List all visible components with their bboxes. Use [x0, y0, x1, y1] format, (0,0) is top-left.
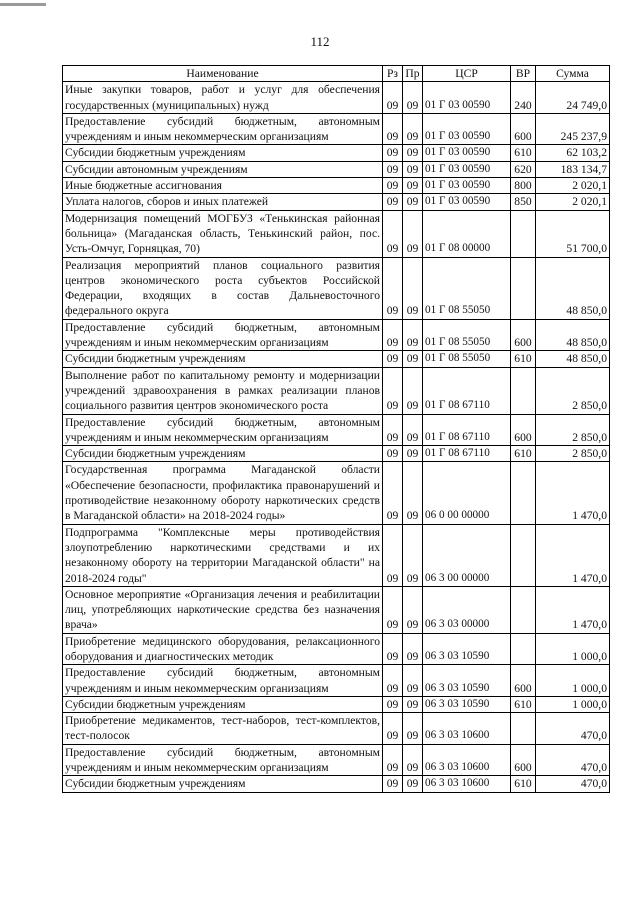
row-vr: 600	[511, 319, 536, 351]
row-csr: 06 3 03 00000	[423, 586, 511, 633]
table-row	[63, 113, 610, 145]
row-csr: 01 Г 08 67110	[423, 446, 511, 462]
row-rz: 09	[383, 524, 403, 586]
row-csr: 01 Г 03 00590	[423, 178, 511, 194]
table-row	[63, 161, 610, 177]
row-csr: 06 3 03 10590	[423, 665, 511, 697]
table-row	[63, 524, 610, 586]
header-csr: ЦСР	[423, 66, 511, 82]
row-rz: 09	[383, 82, 403, 114]
row-name: Субсидии бюджетным учреждениям	[63, 776, 383, 792]
table-row	[63, 194, 610, 210]
row-vr	[511, 633, 536, 665]
table-row	[63, 446, 610, 462]
row-rz: 09	[383, 586, 403, 633]
row-rz: 09	[383, 446, 403, 462]
table-row	[63, 319, 610, 351]
row-name: Субсидии бюджетным учреждениям	[63, 446, 383, 462]
row-rz: 09	[383, 113, 403, 145]
row-name: Реализация мероприятий планов социального развития центров экономического роста субъектов Российской Федерации, входящих в состав Дальневосточного федерального округа	[63, 257, 383, 319]
row-rz: 09	[383, 462, 403, 524]
row-csr: 01 Г 08 55050	[423, 319, 511, 351]
row-csr: 01 Г 08 55050	[423, 351, 511, 367]
row-csr: 01 Г 03 00590	[423, 145, 511, 161]
table-row	[63, 665, 610, 697]
row-pr: 09	[403, 161, 423, 177]
row-sum: 48 850,0	[536, 351, 610, 367]
row-csr: 06 3 03 10600	[423, 713, 511, 745]
row-sum: 470,0	[536, 713, 610, 745]
row-name: Субсидии бюджетным учреждениям	[63, 145, 383, 161]
row-name: Иные бюджетные ассигнования	[63, 178, 383, 194]
row-name: Приобретение медицинского оборудования, релаксационного оборудования и диагностических методик	[63, 633, 383, 665]
row-rz: 09	[383, 257, 403, 319]
row-sum: 1 000,0	[536, 633, 610, 665]
row-vr: 600	[511, 744, 536, 776]
header-vr: ВР	[511, 66, 536, 82]
row-sum: 1 000,0	[536, 696, 610, 712]
table-row	[63, 586, 610, 633]
table-row	[63, 367, 610, 414]
row-rz: 09	[383, 210, 403, 257]
scan-edge-mark	[0, 3, 46, 6]
row-pr: 09	[403, 586, 423, 633]
row-sum: 2 020,1	[536, 178, 610, 194]
row-rz: 09	[383, 178, 403, 194]
row-rz: 09	[383, 713, 403, 745]
table-row	[63, 351, 610, 367]
row-name: Субсидии автономным учреждениям	[63, 161, 383, 177]
table-row	[63, 696, 610, 712]
row-sum: 470,0	[536, 776, 610, 792]
row-vr: 610	[511, 446, 536, 462]
page-number: 112	[310, 34, 330, 49]
row-csr: 01 Г 08 67110	[423, 367, 511, 414]
row-csr: 01 Г 08 00000	[423, 210, 511, 257]
row-pr: 09	[403, 665, 423, 697]
row-csr: 06 3 00 00000	[423, 524, 511, 586]
row-sum: 183 134,7	[536, 161, 610, 177]
row-pr: 09	[403, 319, 423, 351]
row-csr: 01 Г 03 00590	[423, 82, 511, 114]
row-vr: 620	[511, 161, 536, 177]
table-body	[63, 82, 610, 792]
row-rz: 09	[383, 776, 403, 792]
table-row	[63, 82, 610, 114]
row-pr: 09	[403, 194, 423, 210]
row-vr	[511, 462, 536, 524]
header-sum: Сумма	[536, 66, 610, 82]
table-row	[63, 414, 610, 446]
table-row	[63, 178, 610, 194]
row-rz: 09	[383, 161, 403, 177]
row-sum: 24 749,0	[536, 82, 610, 114]
row-vr: 600	[511, 414, 536, 446]
table-row	[63, 776, 610, 792]
table-row	[63, 713, 610, 745]
row-sum: 48 850,0	[536, 257, 610, 319]
row-vr: 240	[511, 82, 536, 114]
row-sum: 245 237,9	[536, 113, 610, 145]
row-name: Предоставление субсидий бюджетным, автономным учреждениям и иным некоммерческим организациям	[63, 744, 383, 776]
row-csr: 01 Г 03 00590	[423, 113, 511, 145]
row-vr: 600	[511, 665, 536, 697]
row-name: Субсидии бюджетным учреждениям	[63, 351, 383, 367]
row-sum: 470,0	[536, 744, 610, 776]
row-csr: 06 3 03 10590	[423, 633, 511, 665]
row-vr: 600	[511, 113, 536, 145]
header-rz: Рз	[383, 66, 403, 82]
table-row	[63, 744, 610, 776]
row-vr	[511, 210, 536, 257]
row-sum: 2 020,1	[536, 194, 610, 210]
header-pr: Пр	[403, 66, 423, 82]
row-pr: 09	[403, 462, 423, 524]
row-rz: 09	[383, 633, 403, 665]
row-pr: 09	[403, 744, 423, 776]
row-sum: 62 103,2	[536, 145, 610, 161]
row-pr: 09	[403, 113, 423, 145]
row-sum: 51 700,0	[536, 210, 610, 257]
row-pr: 09	[403, 257, 423, 319]
row-name: Основное мероприятие «Организация лечения и реабилитации лиц, употребляющих наркотические средства без назначения врача»	[63, 586, 383, 633]
row-csr: 01 Г 03 00590	[423, 194, 511, 210]
row-pr: 09	[403, 145, 423, 161]
row-vr	[511, 713, 536, 745]
table-row	[63, 145, 610, 161]
row-vr	[511, 367, 536, 414]
row-csr: 06 0 00 00000	[423, 462, 511, 524]
row-vr: 610	[511, 696, 536, 712]
row-vr: 610	[511, 776, 536, 792]
row-vr: 610	[511, 145, 536, 161]
row-name: Выполнение работ по капитальному ремонту и модернизации учреждений здравоохранения в рамках реализации планов социального развития центров экономического роста	[63, 367, 383, 414]
row-vr: 610	[511, 351, 536, 367]
row-sum: 2 850,0	[536, 446, 610, 462]
row-sum: 48 850,0	[536, 319, 610, 351]
row-pr: 09	[403, 524, 423, 586]
row-csr: 06 3 03 10600	[423, 744, 511, 776]
row-pr: 09	[403, 351, 423, 367]
row-pr: 09	[403, 446, 423, 462]
row-rz: 09	[383, 696, 403, 712]
row-pr: 09	[403, 367, 423, 414]
row-rz: 09	[383, 351, 403, 367]
row-csr: 01 Г 03 00590	[423, 161, 511, 177]
row-name: Приобретение медикаментов, тест-наборов, тест-комплектов, тест-полосок	[63, 713, 383, 745]
row-name: Иные закупки товаров, работ и услуг для обеспечения государственных (муниципальных) нужд	[63, 82, 383, 114]
row-vr	[511, 586, 536, 633]
row-rz: 09	[383, 367, 403, 414]
table-row	[63, 462, 610, 524]
row-rz: 09	[383, 194, 403, 210]
row-name: Предоставление субсидий бюджетным, автономным учреждениям и иным некоммерческим организациям	[63, 665, 383, 697]
row-name: Модернизация помещений МОГБУЗ «Тенькинская районная больница» (Магаданская область, Тенькинский район, пос. Усть-Омчуг, Горняцкая, 70)	[63, 210, 383, 257]
row-pr: 09	[403, 633, 423, 665]
row-rz: 09	[383, 319, 403, 351]
table-row	[63, 210, 610, 257]
row-vr: 800	[511, 178, 536, 194]
row-rz: 09	[383, 665, 403, 697]
header-name: Наименование	[63, 66, 383, 82]
table-row	[63, 257, 610, 319]
row-name: Подпрограмма "Комплексные меры противодействия злоупотреблению наркотическими средствами и их незаконному обороту на территории Магаданской области" на 2018-2024 годы"	[63, 524, 383, 586]
row-rz: 09	[383, 744, 403, 776]
row-csr: 06 3 03 10590	[423, 696, 511, 712]
row-sum: 1 000,0	[536, 665, 610, 697]
table-row	[63, 633, 610, 665]
row-vr	[511, 257, 536, 319]
row-pr: 09	[403, 713, 423, 745]
row-name: Предоставление субсидий бюджетным, автономным учреждениям и иным некоммерческим организациям	[63, 319, 383, 351]
budget-table	[62, 65, 610, 793]
row-rz: 09	[383, 414, 403, 446]
row-sum: 1 470,0	[536, 586, 610, 633]
row-vr	[511, 524, 536, 586]
row-name: Предоставление субсидий бюджетным, автономным учреждениям и иным некоммерческим организациям	[63, 414, 383, 446]
row-pr: 09	[403, 776, 423, 792]
table-header-row	[63, 66, 610, 82]
row-vr: 850	[511, 194, 536, 210]
row-name: Уплата налогов, сборов и иных платежей	[63, 194, 383, 210]
row-csr: 01 Г 08 55050	[423, 257, 511, 319]
row-name: Субсидии бюджетным учреждениям	[63, 696, 383, 712]
row-name: Предоставление субсидий бюджетным, автономным учреждениям и иным некоммерческим организациям	[63, 113, 383, 145]
row-pr: 09	[403, 82, 423, 114]
row-rz: 09	[383, 145, 403, 161]
row-sum: 1 470,0	[536, 524, 610, 586]
row-pr: 09	[403, 210, 423, 257]
row-pr: 09	[403, 414, 423, 446]
row-pr: 09	[403, 178, 423, 194]
row-csr: 06 3 03 10600	[423, 776, 511, 792]
row-csr: 01 Г 08 67110	[423, 414, 511, 446]
row-pr: 09	[403, 696, 423, 712]
row-sum: 2 850,0	[536, 414, 610, 446]
row-name: Государственная программа Магаданской области «Обеспечение безопасности, профилактика правонарушений и противодействие незаконному обороту наркотических средств в Магаданской области» на 2018-2024 годы»	[63, 462, 383, 524]
row-sum: 2 850,0	[536, 367, 610, 414]
row-sum: 1 470,0	[536, 462, 610, 524]
